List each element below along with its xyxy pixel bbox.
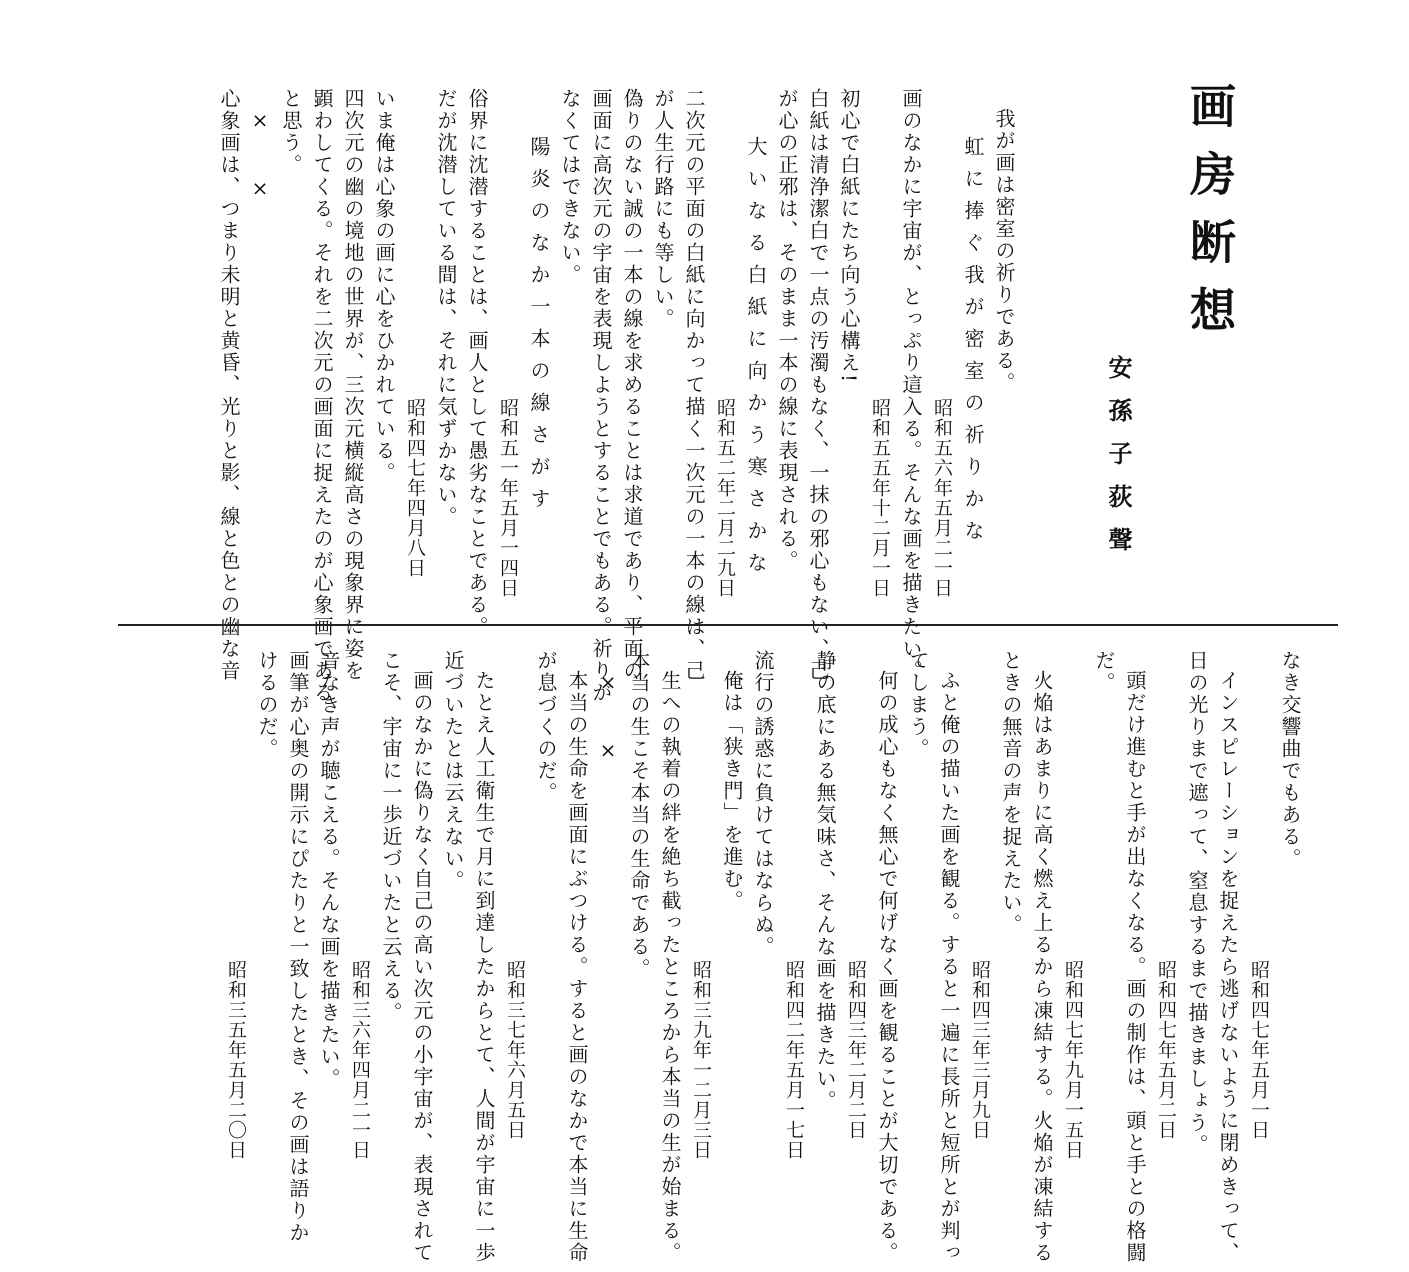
text-line: が息づくのだ。 — [534, 650, 558, 804]
haiku-line: 虹に捧ぐ我が密室の祈りかな — [961, 136, 985, 552]
entry-date: 昭和三七年六月五日 — [504, 960, 526, 1140]
text-line: 頭だけ進むと手が出なくなる。画の制作は、頭と手との格闘 — [1123, 670, 1147, 1264]
text-line: 何の成心もなく無心で何げなく画を観ることが大切である。 — [875, 670, 899, 1264]
text-line: 俺は「狭き門」を進む。 — [720, 670, 744, 912]
entry-date: 昭和四二年五月一七日 — [783, 960, 805, 1160]
haiku-line: 陽炎のなか一本の線さがす — [527, 136, 551, 520]
section-divider — [118, 624, 1338, 626]
entry-date: 昭和五五年十二月一日 — [869, 398, 891, 598]
text-line: 画面に高次元の宇宙を表現しようとすることでもある。祈りが — [589, 88, 613, 704]
text-line: なき交響曲でもある。 — [1278, 650, 1302, 870]
text-line: 我が画は密室の祈りである。 — [992, 108, 1016, 394]
text-line: 二次元の平面の白紙に向かって描く一次元の一本の線は、己 — [682, 88, 706, 682]
bottom-section-text — [220, 650, 1305, 1264]
text-line: 日の光りまで遮って、窒息するまで描きましょう。 — [1185, 650, 1209, 1156]
entry-date: 昭和五一年五月一四日 — [497, 398, 519, 598]
text-line: 初心で白紙にたち向う心構え! — [837, 88, 861, 385]
text-line: 四次元の幽の境地の世界が、三次元横縦高さの現象界に姿を — [341, 88, 365, 682]
entry-date: 昭和三六年四月二一日 — [349, 960, 371, 1160]
text-line: 顕わしてくる。それを二次元の画面に捉えたのが心象画である — [310, 88, 334, 704]
text-line: × × — [596, 670, 620, 774]
text-line: 白紙は清浄潔白で一点の汚濁もなく、一抹の邪心もない、己 — [806, 88, 830, 682]
text-line: 静の底にある無気味さ、そんな画を描きたい。 — [813, 650, 837, 1112]
text-line: だ。 — [1092, 650, 1116, 694]
text-line: けるのだ。 — [255, 650, 279, 760]
text-line: てしまう。 — [906, 650, 930, 760]
entry-date: 昭和四七年五月一日 — [1248, 960, 1270, 1140]
entry-date: 昭和三五年五月二〇日 — [225, 960, 247, 1160]
haiku-line: 大いなる白紙に向かう寒さかな — [744, 136, 768, 584]
entry-date: 昭和四七年五月二日 — [1155, 960, 1177, 1140]
text-line: いま俺は心象の画に心をひかれている。 — [372, 88, 396, 484]
text-line: たとえ人工衛生で月に到達したからとて、人間が宇宙に一歩 — [472, 670, 496, 1264]
text-line: が心の正邪は、そのまま一本の線に表現される。 — [775, 88, 799, 572]
entry-date: 昭和四七年四月八日 — [404, 398, 426, 578]
text-line: 偽りのない誠の一本の線を求めることは求道であり、平面の — [620, 88, 644, 682]
entry-date: 昭和四三年三月九日 — [969, 960, 991, 1140]
text-line: 俗界に沈潜することは、画人として愚劣なことである。 — [465, 88, 489, 638]
text-line: インスピレーションを捉えたら逃げないように閉めきって、 — [1216, 670, 1240, 1264]
text-line: ふと俺の描いた画を観る。すると一遍に長所と短所とが判っ — [937, 670, 961, 1264]
text-line: 画筆が心奥の開示にぴたりと一致したとき、その画は語りか — [286, 650, 310, 1244]
text-line: なくてはできない。 — [558, 88, 582, 286]
author-name: 安孫子荻聲 — [1104, 355, 1133, 570]
text-line: と思う。 — [279, 88, 303, 176]
text-line: 画のなかに宇宙が、とっぷり這入る。そんな画を描きたい。 — [899, 88, 923, 682]
text-line: × × — [248, 108, 272, 212]
text-line: 本当の生こそ本当の生命である。 — [627, 650, 651, 980]
text-line: 音なき声が聴こえる。そんな画を描きたい。 — [317, 650, 341, 1090]
text-line: が人生行路にも等しい。 — [651, 88, 675, 330]
entry-date: 昭和四七年九月一五日 — [1062, 960, 1084, 1160]
top-section-text — [213, 88, 1019, 704]
text-line: 本当の生命を画面にぶつける。すると画のなかで本当に生命 — [565, 670, 589, 1264]
text-line: 画のなかに偽りなく自己の高い次元の小宇宙が、表現されて — [410, 670, 434, 1264]
text-line: 近づいたとは云えない。 — [441, 650, 465, 892]
entry-date: 昭和五六年五月二一日 — [931, 398, 953, 598]
entry-date: 昭和三九年一二月三日 — [690, 960, 712, 1160]
essay-title: 画房断想 — [1183, 82, 1237, 354]
entry-date: 昭和四三年二月二日 — [845, 960, 867, 1140]
entry-date: 昭和五二年二月二九日 — [714, 398, 736, 598]
text-line: ときの無音の声を捉えたい。 — [999, 650, 1023, 936]
text-line: だが沈潜している間は、それに気ずかない。 — [434, 88, 458, 528]
text-line: 火焔はあまりに高く燃え上るから凍結する。火焔が凍結する — [1030, 670, 1054, 1264]
text-line: 流行の誘惑に負けてはならぬ。 — [751, 650, 775, 958]
text-line: こそ、宇宙に一歩近づいたと云える。 — [379, 650, 403, 1024]
text-line: 生への執着の絆を絶ち截ったところから本当の生が始まる。 — [658, 670, 682, 1264]
text-line: 心象画は、つまり未明と黄昏、光りと影、線と色との幽な音 — [217, 88, 241, 682]
